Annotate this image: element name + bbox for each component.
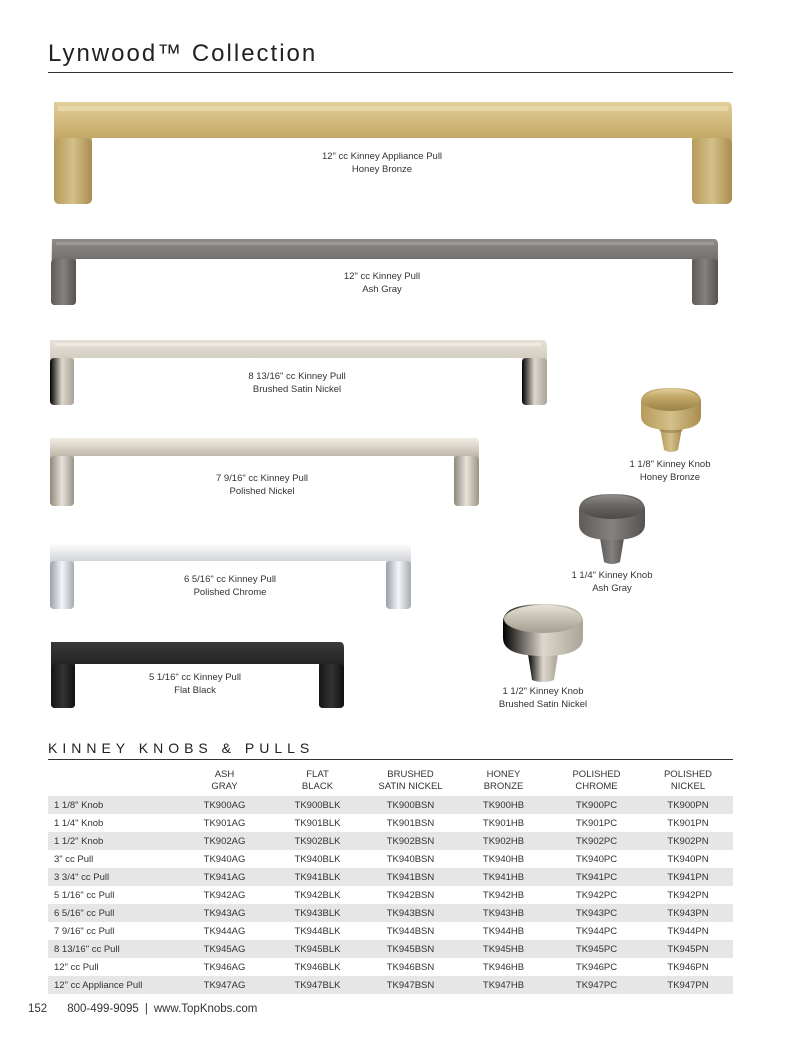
sku-cell: TK902BSN bbox=[364, 832, 457, 850]
sku-cell: TK901BSN bbox=[386, 817, 435, 829]
knob-2-label: 1 1/4" Kinney Knob Ash Gray bbox=[571, 570, 653, 594]
table-row bbox=[48, 922, 733, 940]
footer-separator: | bbox=[144, 1003, 148, 1015]
sku-cell: TK945PC bbox=[550, 940, 643, 958]
appliance-pull-label: 12" cc Kinney Appliance Pull Honey Bronze bbox=[321, 151, 443, 175]
knob-ash-gray-image bbox=[576, 492, 648, 568]
knob-brushed-satin-nickel-image bbox=[500, 602, 586, 686]
pull-7-label: 7 9/16" cc Kinney Pull Polished Nickel bbox=[215, 473, 309, 497]
sku-cell: TK943AG bbox=[178, 904, 271, 922]
table-header-line: POLISHED bbox=[572, 769, 621, 780]
product-spec-table bbox=[48, 766, 733, 994]
sku-cell: TK944PN bbox=[667, 925, 709, 937]
table-header-cell bbox=[364, 766, 457, 796]
sku-cell: TK946PC bbox=[575, 961, 618, 973]
sku-cell: TK901AG bbox=[203, 817, 246, 829]
product-name-cell: 12" cc Appliance Pull bbox=[48, 976, 178, 994]
pull-8-label: 8 13/16" cc Kinney Pull Brushed Satin Nickel bbox=[248, 371, 346, 395]
product-name-cell: 3" cc Pull bbox=[54, 853, 94, 865]
sku-cell: TK902BLK bbox=[271, 832, 364, 850]
sku-cell: TK940BLK bbox=[294, 853, 341, 865]
table-header-line: BLACK bbox=[301, 781, 334, 792]
sku-cell: TK943BSN bbox=[364, 904, 457, 922]
table-row bbox=[48, 814, 733, 832]
sku-cell: TK943PC bbox=[550, 904, 643, 922]
sku-cell: TK902HB bbox=[457, 832, 550, 850]
table-row bbox=[48, 850, 733, 868]
product-name-cell: 6 5/16" cc Pull bbox=[48, 904, 178, 922]
page-footer bbox=[28, 1003, 277, 1015]
website-link[interactable]: www.TopKnobs.com bbox=[153, 1003, 258, 1015]
table-title-divider bbox=[48, 759, 733, 760]
sku-cell: TK940PN bbox=[667, 853, 709, 865]
product-name-cell: 5 1/16" cc Pull bbox=[54, 889, 115, 901]
table-header-line: SATIN NICKEL bbox=[378, 781, 443, 792]
sku-cell: TK947HB bbox=[457, 976, 550, 994]
table-header-line: POLISHED bbox=[663, 769, 713, 780]
phone-number: 800-499-9095 bbox=[67, 1003, 139, 1015]
sku-cell: TK945HB bbox=[457, 940, 550, 958]
page-number: 152 bbox=[28, 1003, 48, 1015]
knob-3-label: 1 1/2" Kinney Knob Brushed Satin Nickel bbox=[498, 686, 588, 710]
table-header-cell bbox=[643, 766, 733, 796]
sku-cell: TK946AG bbox=[203, 961, 246, 973]
sku-cell: TK947PC bbox=[550, 976, 643, 994]
sku-cell: TK947PN bbox=[643, 976, 733, 994]
sku-cell: TK943HB bbox=[457, 904, 550, 922]
sku-cell: TK947BSN bbox=[364, 976, 457, 994]
table-header-line: CHROME bbox=[575, 781, 618, 792]
sku-cell: TK901PN bbox=[667, 817, 709, 829]
sku-cell: TK901BLK bbox=[294, 817, 341, 829]
pull-6-label: 6 5/16" cc Kinney Pull Polished Chrome bbox=[183, 574, 277, 598]
sku-cell: TK940BSN bbox=[386, 853, 435, 865]
table-header-cell bbox=[178, 766, 271, 796]
sku-cell: TK900PN bbox=[643, 796, 733, 814]
sku-cell: TK946PN bbox=[667, 961, 709, 973]
sku-cell: TK941BLK bbox=[271, 868, 364, 886]
sku-cell: TK946HB bbox=[482, 961, 525, 973]
sku-cell: TK947AG bbox=[178, 976, 271, 994]
sku-cell: TK945BSN bbox=[364, 940, 457, 958]
product-name-cell: 8 13/16" cc Pull bbox=[48, 940, 178, 958]
sku-cell: TK942AG bbox=[203, 889, 246, 901]
knob-1-label: 1 1/8" Kinney Knob Honey Bronze bbox=[629, 459, 711, 483]
table-header-row bbox=[48, 766, 733, 796]
title-divider bbox=[48, 72, 733, 73]
table-row bbox=[48, 940, 733, 958]
sku-cell: TK945PN bbox=[643, 940, 733, 958]
knob-honey-bronze-image bbox=[638, 386, 704, 456]
table-header-line: ASH bbox=[214, 769, 235, 780]
table-header-line: BRUSHED bbox=[387, 769, 434, 780]
sku-cell: TK943PN bbox=[643, 904, 733, 922]
sku-cell: TK942PC bbox=[575, 889, 618, 901]
table-header-line: HONEY bbox=[486, 769, 521, 780]
sku-cell: TK900PC bbox=[550, 796, 643, 814]
sku-cell: TK946BSN bbox=[386, 961, 435, 973]
table-header-line: NICKEL bbox=[670, 781, 706, 792]
table-header-cell bbox=[271, 766, 364, 796]
table-row bbox=[48, 886, 733, 904]
sku-cell: TK940AG bbox=[203, 853, 246, 865]
sku-cell: TK947BLK bbox=[271, 976, 364, 994]
sku-cell: TK942BLK bbox=[294, 889, 341, 901]
table-row bbox=[48, 976, 733, 994]
table-header-cell bbox=[550, 766, 643, 796]
sku-cell: TK945AG bbox=[178, 940, 271, 958]
product-name-cell: 1 1/4" Knob bbox=[54, 817, 104, 829]
page-title: Lynwood™ Collection bbox=[48, 40, 318, 67]
table-header-cell bbox=[48, 766, 178, 796]
table-header-line: FLAT bbox=[306, 769, 329, 780]
sku-cell: TK944BSN bbox=[386, 925, 435, 937]
sku-cell: TK942BSN bbox=[386, 889, 435, 901]
sku-cell: TK941PN bbox=[643, 868, 733, 886]
sku-cell: TK943BLK bbox=[271, 904, 364, 922]
table-row bbox=[48, 796, 733, 814]
sku-cell: TK946BLK bbox=[294, 961, 341, 973]
sku-cell: TK900BLK bbox=[271, 796, 364, 814]
table-title: KINNEY KNOBS & PULLS bbox=[48, 740, 315, 756]
sku-cell: TK901HB bbox=[482, 817, 525, 829]
sku-cell: TK941HB bbox=[457, 868, 550, 886]
sku-cell: TK942HB bbox=[482, 889, 525, 901]
table-row bbox=[48, 904, 733, 922]
sku-cell: TK900BSN bbox=[364, 796, 457, 814]
product-name-cell: 1 1/8" Knob bbox=[48, 796, 178, 814]
sku-cell: TK900AG bbox=[178, 796, 271, 814]
product-name-cell: 1 1/2" Knob bbox=[48, 832, 178, 850]
sku-cell: TK902PC bbox=[550, 832, 643, 850]
sku-cell: TK944HB bbox=[482, 925, 525, 937]
product-name-cell: 12" cc Pull bbox=[54, 961, 99, 973]
table-row bbox=[48, 868, 733, 886]
product-name-cell: 7 9/16" cc Pull bbox=[54, 925, 115, 937]
pull-12-label: 12" cc Kinney Pull Ash Gray bbox=[343, 271, 421, 295]
sku-cell: TK942PN bbox=[667, 889, 709, 901]
table-header-line: BRONZE bbox=[483, 781, 524, 792]
sku-cell: TK900HB bbox=[457, 796, 550, 814]
table-header-line: GRAY bbox=[211, 781, 238, 792]
sku-cell: TK941BSN bbox=[364, 868, 457, 886]
table-row bbox=[48, 832, 733, 850]
sku-cell: TK902AG bbox=[178, 832, 271, 850]
sku-cell: TK944AG bbox=[203, 925, 246, 937]
pull-5-label: 5 1/16" cc Kinney Pull Flat Black bbox=[148, 672, 242, 696]
sku-cell: TK940HB bbox=[482, 853, 525, 865]
sku-cell: TK940PC bbox=[575, 853, 618, 865]
sku-cell: TK941AG bbox=[178, 868, 271, 886]
sku-cell: TK944BLK bbox=[294, 925, 341, 937]
product-name-cell: 3 3/4" cc Pull bbox=[48, 868, 178, 886]
sku-cell: TK902PN bbox=[643, 832, 733, 850]
table-header-cell bbox=[457, 766, 550, 796]
sku-cell: TK944PC bbox=[575, 925, 618, 937]
sku-cell: TK941PC bbox=[550, 868, 643, 886]
sku-cell: TK901PC bbox=[575, 817, 618, 829]
sku-cell: TK945BLK bbox=[271, 940, 364, 958]
table-row bbox=[48, 958, 733, 976]
